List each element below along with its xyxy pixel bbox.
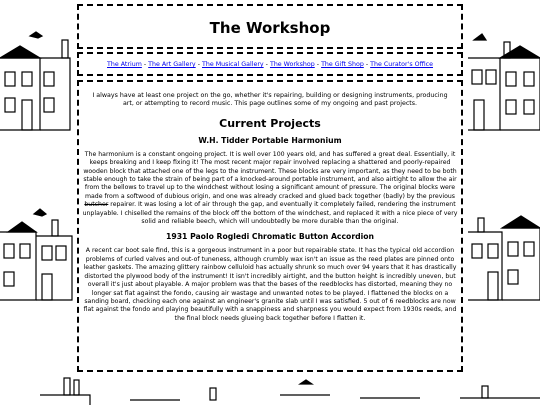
description-text: The harmonium is a constant ongoing project. It is well over 100 years old, and has suffered a great deal. Essentially, it keeps breaking and I keep fixing it! The most recent major repair involved replacing a shattered and poorly-repaired wooden block that attached one of the legs to the instrument. These blocks are very important, as they need to be both stable enough to take the strain of being part of a knocked-around portable instrument, and also airtight to allow the air from the bellows to travel up to the windchest without losing a significant amount of pressure. The original blocks were made from a softwood of dubious origin, and one was already cracked and glued back together (badly) by the previous xyxy=(83,150,457,200)
nav-separator: - xyxy=(365,61,369,68)
project-description-accordion: A recent car boot sale find, this is a gorgeous instrument in a poor but repairable state. It has the typical old accordion problems of curled valves and out-of tuneness, although crumbly wax isn't an issue as the reed plates are pinned onto leather gaskets. The amazing glittery rainbow celluloid has actually shrunk so much over 94 years that it has drastically distorted the plywood body of the instrument! It isn't incredibly airtight, and the button height is incredibly uneven, but overall it's just about playable. A major problem was that the bases of the reedblocks has distorted, meaning they no longer sat flat against the fondo, causing air wastage and unwanted notes to be played. I flattened the blocks on a sanding board, checking each one against an engineer's granite slab until I was satisfied. 5 out of 6 reedblocks are now flat against the fondo and playing beautifully with a snappiness and sharpness you would expect from 1930s reeds, and the final block needs glueing back together before I flatten it. xyxy=(83,247,457,322)
navigation-panel xyxy=(77,52,463,76)
nav-separator: - xyxy=(316,61,320,68)
nav-separator: - xyxy=(143,61,147,68)
nav-link-musical-gallery[interactable]: The Musical Gallery xyxy=(201,61,264,68)
nav-link-curators-office[interactable]: The Curator's Office xyxy=(370,61,433,68)
project-title-harmonium: W.H. Tidder Portable Harmonium xyxy=(198,135,342,145)
nav-link-art-gallery[interactable]: The Art Gallery xyxy=(148,61,196,68)
nav-separator: - xyxy=(265,61,268,68)
nav-link-gift-shop[interactable]: The Gift Shop xyxy=(321,61,364,68)
house-drawing xyxy=(468,216,540,300)
title-panel xyxy=(77,4,463,49)
project-description-harmonium xyxy=(82,151,458,227)
house-drawing xyxy=(0,209,72,300)
nav-link-atrium[interactable]: The Atrium xyxy=(107,61,142,68)
project-title-accordion: 1931 Paolo Rogledi Chromatic Button Accordion xyxy=(166,232,374,242)
description-text: repairer. It was losing a lot of air through the gap, and eventually it completely failed, rendering the instrument unplayable. I chiselled the remains of the block off the bottom of the windchest, and replaced it with a nice piece of very solid and reliable beech, which will undoubtedly be more durable than the original. xyxy=(82,201,458,226)
main-content-panel xyxy=(77,80,463,372)
nav-separator: - xyxy=(197,61,200,68)
site-navigation xyxy=(79,54,461,76)
intro-text: I always have at least one project on the go, whether it's repairing, building or designing instruments, producing art, or attempting to record music. This page outlines some of my ongoing and past projects. xyxy=(92,92,448,108)
house-drawing xyxy=(40,378,540,405)
house-drawing xyxy=(0,32,70,130)
current-projects-heading: Current Projects xyxy=(219,116,321,130)
struck-word: butcher xyxy=(84,201,109,209)
nav-link-workshop[interactable]: The Workshop xyxy=(269,61,315,68)
house-drawing xyxy=(468,34,540,130)
page-title: The Workshop xyxy=(209,19,331,37)
